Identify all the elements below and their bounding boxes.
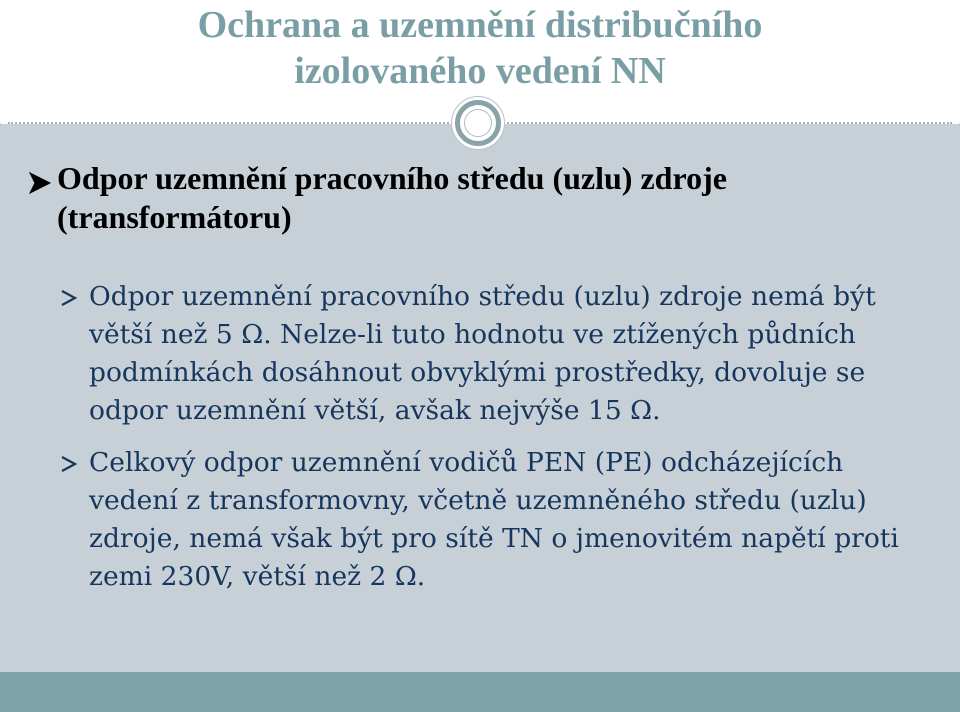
arrowhead-bullet-icon bbox=[60, 455, 78, 473]
list-item: Celkový odpor uzemnění vodičů PEN (PE) odcházejících vedení z transformovny, včetně uzemněného středu (uzlu) zdroje, nemá však být pro sítě TN o jmenovitém napětí proti zemi 230V, větší než 2 Ω. bbox=[89, 447, 899, 592]
title-line-1: Ochrana a uzemnění distribučního bbox=[197, 4, 763, 46]
list-item: Odpor uzemnění pracovního středu (uzlu) zdroje nemá být větší než 5 Ω. Nelze-li tuto hodnotu ve ztížených půdních podmínkách dosáhnout obvyklými prostředky, dovoluje se odpor uzemnění větší, avšak nejvýše 15 Ω. bbox=[89, 281, 876, 426]
footer-bar bbox=[0, 672, 960, 712]
arrowhead-bullet-icon bbox=[60, 289, 78, 307]
title-line-2: izolovaného vedení NN bbox=[294, 50, 666, 92]
arrowhead-bullet-icon bbox=[28, 171, 52, 195]
ring-ornament-core bbox=[464, 109, 492, 137]
heading-bullet: Odpor uzemnění pracovního středu (uzlu) zdroje (transformátoru) bbox=[57, 160, 727, 235]
slide-title bbox=[0, 2, 960, 94]
